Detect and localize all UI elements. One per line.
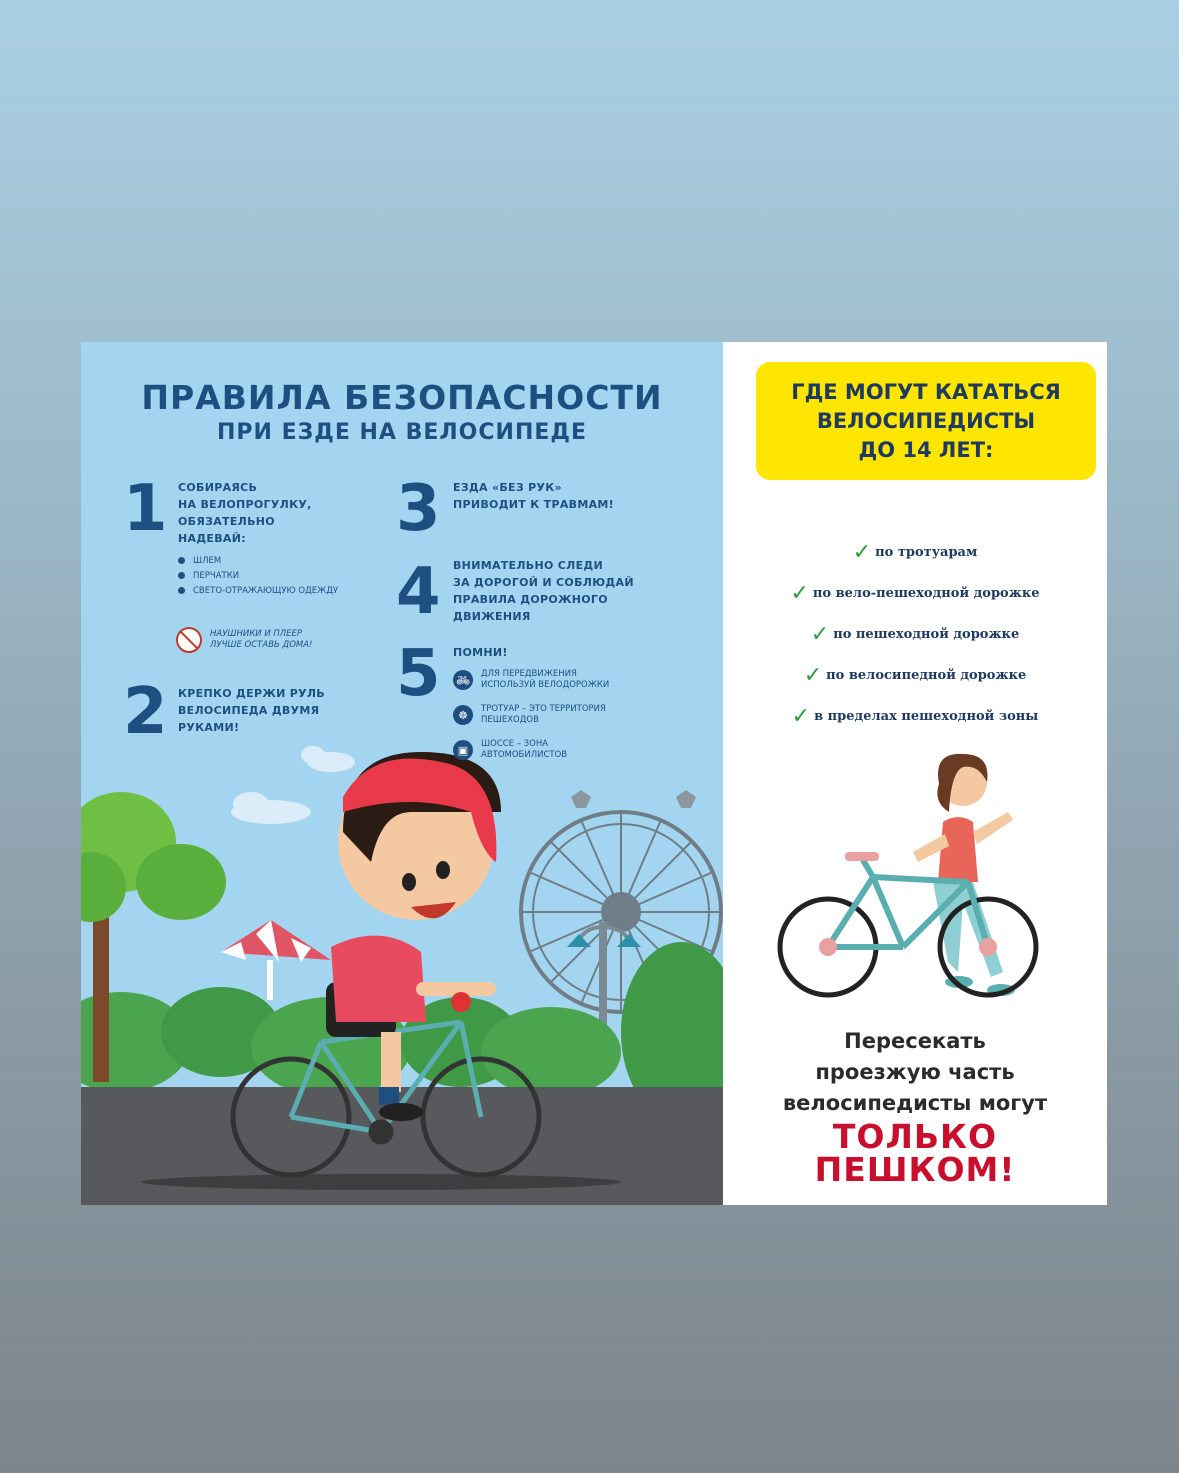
- checkmark-icon: ✓: [791, 704, 811, 729]
- list-item: [178, 585, 348, 597]
- rule-1-number: 1: [123, 472, 168, 546]
- rule-5-item: [453, 739, 567, 761]
- warning-line: НАУШНИКИ И ПЛЕЕР: [210, 629, 303, 639]
- place-label: по вело-пешеходной дорожке: [812, 586, 1040, 601]
- emphasis-line: ПЕШКОМ!: [814, 1150, 1016, 1189]
- shadow: [141, 1174, 621, 1190]
- place-label: по тротуарам: [875, 545, 978, 560]
- rule-1-line: ОБЯЗАТЕЛЬНО: [178, 515, 275, 528]
- header-line: ВЕЛОСИПЕДИСТЫ: [816, 408, 1036, 433]
- safety-poster: [81, 342, 1107, 1205]
- crossing-rule-line: Пересекать: [844, 1029, 986, 1053]
- rule-4-line: ДВИЖЕНИЯ: [453, 610, 531, 623]
- header-line: ДО 14 ЛЕТ:: [858, 437, 994, 462]
- bullet-icon: [178, 557, 185, 564]
- rule-5-item-line: АВТОМОБИЛИСТОВ: [481, 750, 568, 760]
- poster-subtitle: ПРИ ЕЗДЕ НА ВЕЛОСИПЕДЕ: [216, 420, 588, 445]
- emphasis-line: ТОЛЬКО: [832, 1117, 998, 1156]
- rule-5-item-line: ШОССЕ – ЗОНА: [481, 739, 549, 749]
- rule-4-line: ПРАВИЛА ДОРОЖНОГО: [453, 593, 608, 606]
- rule-5-title: ПОМНИ!: [453, 646, 508, 659]
- list-item: [723, 655, 1107, 696]
- rule-3-text: [453, 479, 614, 513]
- place-label: по пешеходной дорожке: [833, 627, 1020, 642]
- place-label: по велосипедной дорожке: [826, 668, 1027, 683]
- list-item: [723, 696, 1107, 737]
- rule-5-item-line: ПЕШЕХОДОВ: [481, 715, 539, 725]
- no-headphones-icon: [176, 627, 202, 653]
- rule-5-item: [453, 704, 606, 726]
- car-icon: ▣: [453, 740, 473, 760]
- rule-5-item: [453, 669, 609, 691]
- rule-5-item-text: [481, 704, 606, 726]
- rule-1-line: СОБИРАЯСЬ: [178, 481, 258, 494]
- rule-5-item-text: [481, 669, 609, 691]
- rule-4-line: ЗА ДОРОГОЙ И СОБЛЮДАЙ: [453, 576, 634, 589]
- rule-5-item-line: ДЛЯ ПЕРЕДВИЖЕНИЯ: [481, 669, 577, 679]
- checkmark-icon: ✓: [790, 581, 809, 606]
- bullet-icon: [178, 587, 185, 594]
- list-item-label: ПЕРЧАТКИ: [193, 571, 240, 581]
- list-item-label: СВЕТО-ОТРАЖАЮЩУЮ ОДЕЖДУ: [193, 586, 339, 596]
- rule-4-text: [453, 557, 634, 625]
- rule-2-line: КРЕПКО ДЕРЖИ РУЛЬ: [178, 687, 325, 700]
- rule-4-line: ВНИМАТЕЛЬНО СЛЕДИ: [453, 559, 604, 572]
- rule-5-item-line: ИСПОЛЬЗУЙ ВЕЛОДОРОЖКИ: [481, 680, 610, 690]
- rule-2-line: ВЕЛОСИПЕДА ДВУМЯ: [178, 704, 320, 717]
- rule-2-number: 2: [123, 675, 168, 749]
- rule-5-item-text: [481, 739, 567, 761]
- list-item: [178, 555, 348, 567]
- rule-1-line: НАДЕВАЙ:: [178, 532, 246, 545]
- only-on-foot-emphasis: [723, 1117, 1107, 1189]
- allowed-places-list: [723, 532, 1107, 737]
- list-item: [723, 614, 1107, 655]
- where-to-ride-panel: [723, 342, 1107, 1205]
- crossing-rule-line: велосипедисты могут: [782, 1091, 1048, 1115]
- rule-2-text: [178, 685, 325, 736]
- rule-2-line: РУКАМИ!: [178, 721, 240, 734]
- girl-walking-bicycle-illustration: [763, 742, 1063, 1012]
- rule-4-number: 4: [396, 555, 441, 629]
- rule-3-line: ПРИВОДИТ К ТРАВМАМ!: [453, 498, 614, 511]
- poster-title: ПРАВИЛА БЕЗОПАСНОСТИ: [141, 378, 663, 417]
- rule-5-item-line: ТРОТУАР – ЭТО ТЕРРИТОРИЯ: [481, 704, 606, 714]
- rule-1-line: НА ВЕЛОПРОГУЛКУ,: [178, 498, 312, 511]
- checkmark-icon: ✓: [803, 663, 823, 688]
- safety-rules-panel: [81, 342, 723, 1205]
- list-item: [178, 570, 348, 582]
- headphones-warning: [176, 627, 312, 653]
- checkmark-icon: ✓: [852, 540, 872, 565]
- rule-3-line: ЕЗДА «БЕЗ РУК»: [453, 481, 562, 494]
- crossing-rule-text: [723, 1026, 1107, 1119]
- list-item: [723, 573, 1107, 614]
- warning-line: ЛУЧШЕ ОСТАВЬ ДОМА!: [210, 640, 313, 650]
- bicycle-icon: 🚲︎: [453, 670, 473, 690]
- carousel-tent-icon: [221, 920, 331, 1000]
- age-rule-header: [756, 362, 1096, 480]
- header-line: ГДЕ МОГУТ КАТАТЬСЯ: [791, 379, 1061, 404]
- place-label: в пределах пешеходной зоны: [814, 709, 1039, 724]
- rule-5-number: 5: [396, 637, 441, 711]
- warning-text: [210, 629, 312, 651]
- crossing-rule-line: проезжую часть: [815, 1060, 1015, 1084]
- list-item-label: ШЛЕМ: [193, 556, 222, 566]
- pedestrian-icon: ☸: [453, 705, 473, 725]
- bullet-icon: [178, 572, 185, 579]
- rule-3-number: 3: [396, 472, 441, 546]
- equipment-list: [178, 555, 348, 600]
- cloud-icon: [231, 746, 355, 824]
- list-item: [723, 532, 1107, 573]
- checkmark-icon: ✓: [810, 622, 830, 647]
- rule-1-text: [178, 479, 312, 547]
